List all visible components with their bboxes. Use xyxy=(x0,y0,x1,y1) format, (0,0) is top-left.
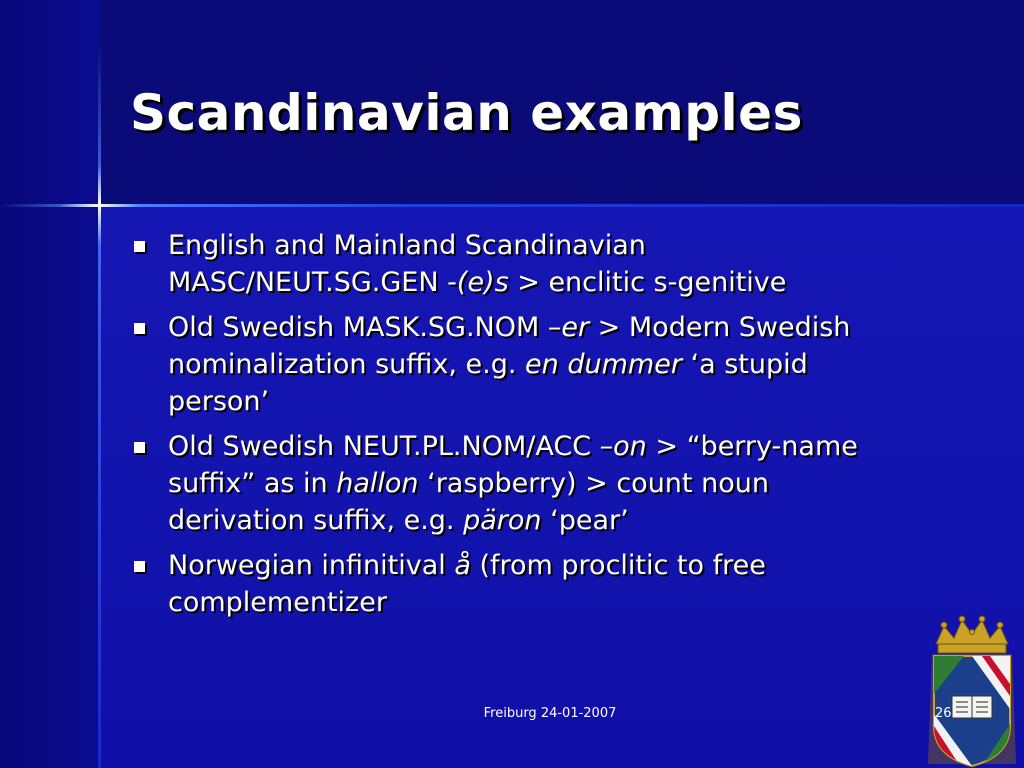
bullet-text: ‘a stupid xyxy=(681,349,808,380)
italic-term: on xyxy=(613,431,647,462)
bullet-line xyxy=(168,428,990,465)
bullet-square-icon xyxy=(134,323,145,334)
bullet-text: Norwegian infinitival xyxy=(168,550,455,581)
bullet-square-icon xyxy=(134,241,145,252)
bullet-line xyxy=(168,465,990,502)
bullet-line xyxy=(168,346,990,383)
bullet-line xyxy=(168,227,990,264)
bullet-item xyxy=(130,227,990,301)
footer-text: Freiburg 24-01-2007 xyxy=(483,706,617,721)
bullet-text: > Modern Swedish xyxy=(589,312,851,343)
bullet-list xyxy=(130,227,990,629)
bullet-text: (from proclitic to free xyxy=(470,550,766,581)
bullet-text: Old Swedish MASK.SG.NOM – xyxy=(168,312,562,343)
bullet-text: ‘pear’ xyxy=(541,505,629,536)
bullet-line xyxy=(168,264,990,301)
italic-term: päron xyxy=(463,505,542,536)
slide-title: Scandinavian examples xyxy=(130,84,803,142)
bullet-item xyxy=(130,309,990,420)
bullet-line xyxy=(168,309,990,346)
university-crest-icon xyxy=(924,614,1020,768)
bullet-text: English and Mainland Scandinavian xyxy=(168,230,646,261)
bullet-text: suffix” as in xyxy=(168,468,337,499)
bullet-text: nominalization suffix, e.g. xyxy=(168,349,526,380)
bullet-text: person’ xyxy=(168,386,270,417)
bullet-text: ‘raspberry) > count noun xyxy=(418,468,769,499)
bullet-square-icon xyxy=(134,442,145,453)
bullet-line xyxy=(168,584,990,621)
bullet-text: derivation suffix, e.g. xyxy=(168,505,464,536)
bullet-item xyxy=(130,428,990,539)
vertical-rule xyxy=(98,40,101,768)
bullet-text: complementizer xyxy=(168,587,387,618)
italic-term: er xyxy=(561,312,590,343)
bullet-line xyxy=(168,502,990,539)
bullet-item xyxy=(130,547,990,621)
page-number: 26 xyxy=(935,706,952,721)
bullet-line xyxy=(168,383,990,420)
bullet-text: MASC/NEUT.SG.GEN - xyxy=(168,267,457,298)
bullet-text: > “berry-name xyxy=(646,431,858,462)
bullet-line xyxy=(168,547,990,584)
bullet-square-icon xyxy=(134,561,145,572)
italic-term: (e)s xyxy=(456,267,509,298)
bullet-text: > enclitic s-genitive xyxy=(508,267,787,298)
italic-term: en dummer xyxy=(525,349,682,380)
horizontal-rule xyxy=(0,204,1024,207)
italic-term: hallon xyxy=(336,468,419,499)
italic-term: å xyxy=(454,550,471,581)
bullet-text: Old Swedish NEUT.PL.NOM/ACC – xyxy=(168,431,614,462)
left-band xyxy=(0,0,100,768)
